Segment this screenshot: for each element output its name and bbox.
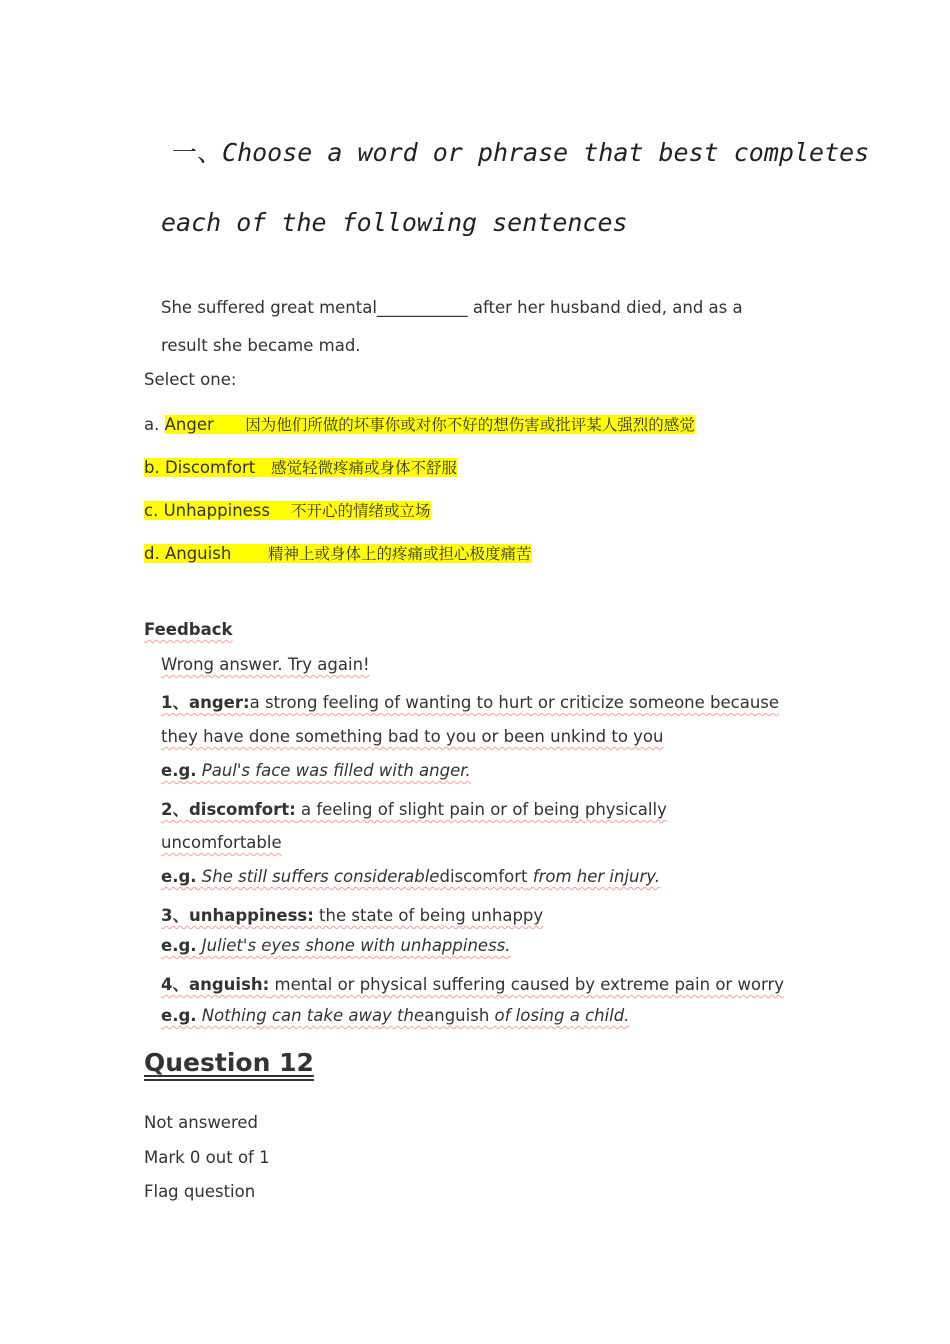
section-heading-line2: each of the following sentences	[161, 208, 628, 237]
select-one-label: Select one:	[144, 370, 237, 389]
feedback-item-1: 1、anger:a strong feeling of wanting to hurt or criticize someone because	[161, 693, 780, 712]
feedback-title: Feedback	[144, 620, 233, 639]
feedback-item-4: 4、anguish: mental or physical suffering caused by extreme pain or worry	[161, 975, 785, 994]
flag-question-link[interactable]: Flag question	[144, 1182, 256, 1201]
feedback-item-1-example: e.g. Paul's face was filled with anger.	[161, 761, 471, 780]
question-text-line1: She suffered great mental___________ after her husband died, and as a	[161, 298, 743, 317]
feedback-item-2-example: e.g. She still suffers considerablediscomfort from her injury.	[161, 867, 661, 886]
feedback-wrong-answer: Wrong answer. Try again!	[161, 655, 370, 674]
feedback-item-3: 3、unhappiness: the state of being unhappy	[161, 906, 544, 925]
option-a[interactable]: a. Anger 因为他们所做的坏事你或对你不好的想伤害或批评某人强烈的感觉	[144, 415, 695, 434]
feedback-item-2: 2、discomfort: a feeling of slight pain or of being physically	[161, 800, 667, 819]
feedback-item-4-example: e.g. Nothing can take away theanguish of losing a child.	[161, 1006, 630, 1025]
option-c[interactable]: c. Unhappiness 不开心的情绪或立场	[144, 501, 431, 520]
section-heading-line1: 一、Choose a word or phrase that best completes	[172, 138, 870, 167]
option-b[interactable]: b. Discomfort 感觉轻微疼痛或身体不舒服	[144, 458, 458, 477]
feedback-item-3-example: e.g. Juliet's eyes shone with unhappiness.	[161, 936, 511, 955]
option-d[interactable]: d. Anguish 精神上或身体上的疼痛或担心极度痛苦	[144, 544, 532, 563]
feedback-item-1-def-cont: they have done something bad to you or been unkind to you	[161, 727, 664, 746]
question-12-title: Question 12	[144, 1048, 314, 1077]
question-status: Not answered	[144, 1113, 259, 1132]
question-mark: Mark 0 out of 1	[144, 1148, 270, 1167]
section-number: 一、	[172, 138, 223, 167]
feedback-item-2-def-cont: uncomfortable	[161, 833, 282, 852]
question-text-line2: result she became mad.	[161, 336, 361, 355]
option-a-word: Anger 因为他们所做的坏事你或对你不好的想伤害或批评某人强烈的感觉	[164, 415, 695, 434]
